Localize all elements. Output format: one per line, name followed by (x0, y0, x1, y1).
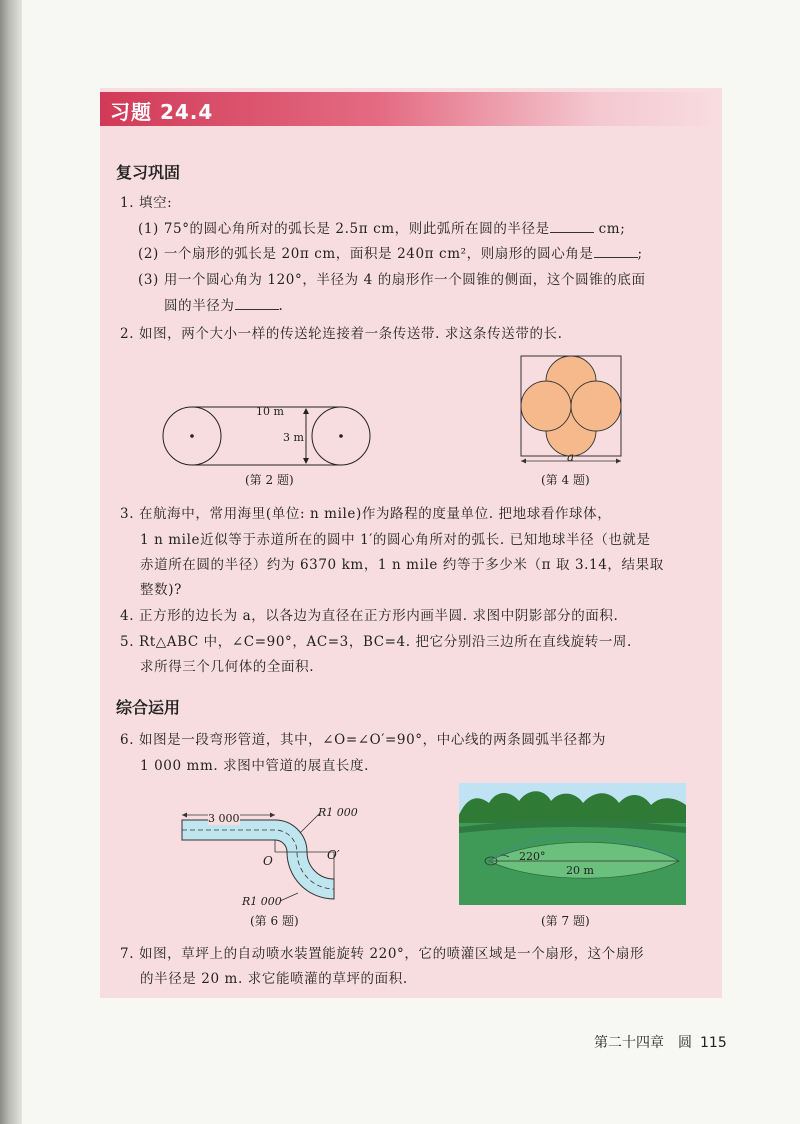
arrow-head-top (303, 408, 309, 414)
q1-part2-end: ; (637, 246, 643, 262)
q3-line4: 整数)? (140, 582, 182, 598)
fig6-radius-top: R1 000 (318, 806, 358, 819)
q3-line1: 3. 在航海中，常用海里(单位: n mile)作为路程的度量单位. 把地球看作球体， (120, 506, 612, 522)
fig2-height-label: 3 m (283, 431, 304, 444)
fig4-side-label: a (567, 450, 575, 464)
fig2-caption: (第 2 题) (245, 473, 294, 487)
dim-arrow-left (182, 813, 187, 818)
petal-left (521, 381, 571, 431)
q3-line2: 1 n mile近似等于赤道所在的圆中 1′的圆心角所对的弧长. 已知地球半径（也就是 (140, 532, 651, 548)
arrow-head-bottom (303, 458, 309, 464)
q3-line3: 赤道所在圆的半径）约为 6370 km，1 n mile 约等于多少米（π 取 3.14，结果取 (140, 557, 664, 573)
book-spine (0, 0, 22, 1124)
answer-blank (235, 297, 279, 310)
q1-stem: 1. 填空: (120, 195, 173, 211)
fig6-o-label: O (263, 854, 273, 868)
dim-arrow-right (270, 813, 275, 818)
page-footer (594, 1032, 727, 1052)
fig6-caption: (第 6 题) (250, 914, 299, 928)
q7-line1: 7. 如图，草坪上的自动喷水装置能旋转 220°，它的喷灌区域是一个扇形，这个扇形 (120, 946, 645, 962)
q1-part2-text: (2) 一个扇形的弧长是 20π cm，面积是 240π cm²，则扇形的圆心角是 (138, 246, 594, 262)
q1-part3-line1: (3) 用一个圆心角为 120°，半径为 4 的扇形作一个圆锥的侧面，这个圆锥的底面 (138, 272, 646, 288)
left-wheel-center (190, 434, 194, 438)
q5-line2: 求所得三个几何体的全面积. (140, 659, 315, 675)
q1-part1-unit: cm; (598, 221, 626, 237)
fig6-radius-bottom: R1 000 (242, 895, 282, 908)
q1-part1 (138, 220, 625, 238)
answer-blank (594, 245, 638, 258)
fig4-caption: (第 4 题) (541, 473, 590, 487)
fig7-angle-label: 220° (519, 850, 546, 863)
answer-blank (550, 220, 594, 233)
fig6-o2-label: O′ (327, 848, 340, 862)
figure-7-lawn (459, 783, 686, 905)
arrow-head-right (616, 459, 621, 464)
fig7-distance-label: 20 m (566, 864, 594, 877)
fig7-caption: (第 7 题) (541, 914, 590, 928)
r-top-leader (300, 813, 320, 833)
pipe-body (182, 820, 334, 899)
q7-line2: 的半径是 20 m. 求它能喷灌的草坪的面积. (140, 971, 408, 987)
exercise-title: 习题 24.4 (110, 100, 214, 124)
arrow-head-left (521, 459, 526, 464)
section-title-apply: 综合运用 (116, 698, 181, 717)
petal-right (571, 381, 621, 431)
q1-part1-text: (1) 75°的圆心角所对的弧长是 2.5π cm，则此弧所在圆的半径是 (138, 221, 550, 237)
figure-4-petals (520, 355, 622, 465)
q6-line2: 1 000 mm. 求图中管道的展直长度. (140, 758, 370, 774)
fig6-length-label: 3 000 (208, 812, 240, 825)
q1-part2 (138, 245, 643, 263)
q1-part3-line2 (164, 297, 283, 315)
exercise-header (100, 92, 722, 126)
q4-text: 4. 正方形的边长为 a，以各边为直径在正方形内画半圆. 求图中阴影部分的面积. (120, 608, 619, 624)
section-title-review: 复习巩固 (116, 163, 181, 182)
chapter-label: 第二十四章 圆 (594, 1035, 692, 1051)
q2-text: 2. 如图，两个大小一样的传送轮连接着一条传送带. 求这条传送带的长. (120, 326, 563, 342)
q6-line1: 6. 如图是一段弯形管道，其中，∠O=∠O′=90°，中心线的两条圆弧半径都为 (120, 732, 606, 748)
q1-part3-end: . (278, 298, 284, 314)
fig2-length-label: 10 m (256, 405, 284, 418)
q1-part3-text: 圆的半径为 (164, 298, 235, 314)
r-bottom-leader (280, 893, 298, 901)
page-number: 115 (700, 1035, 727, 1051)
q5-line1: 5. Rt△ABC 中，∠C=90°，AC=3，BC=4. 把它分别沿三边所在直线旋转一周. (120, 634, 632, 650)
right-wheel-center (339, 434, 343, 438)
